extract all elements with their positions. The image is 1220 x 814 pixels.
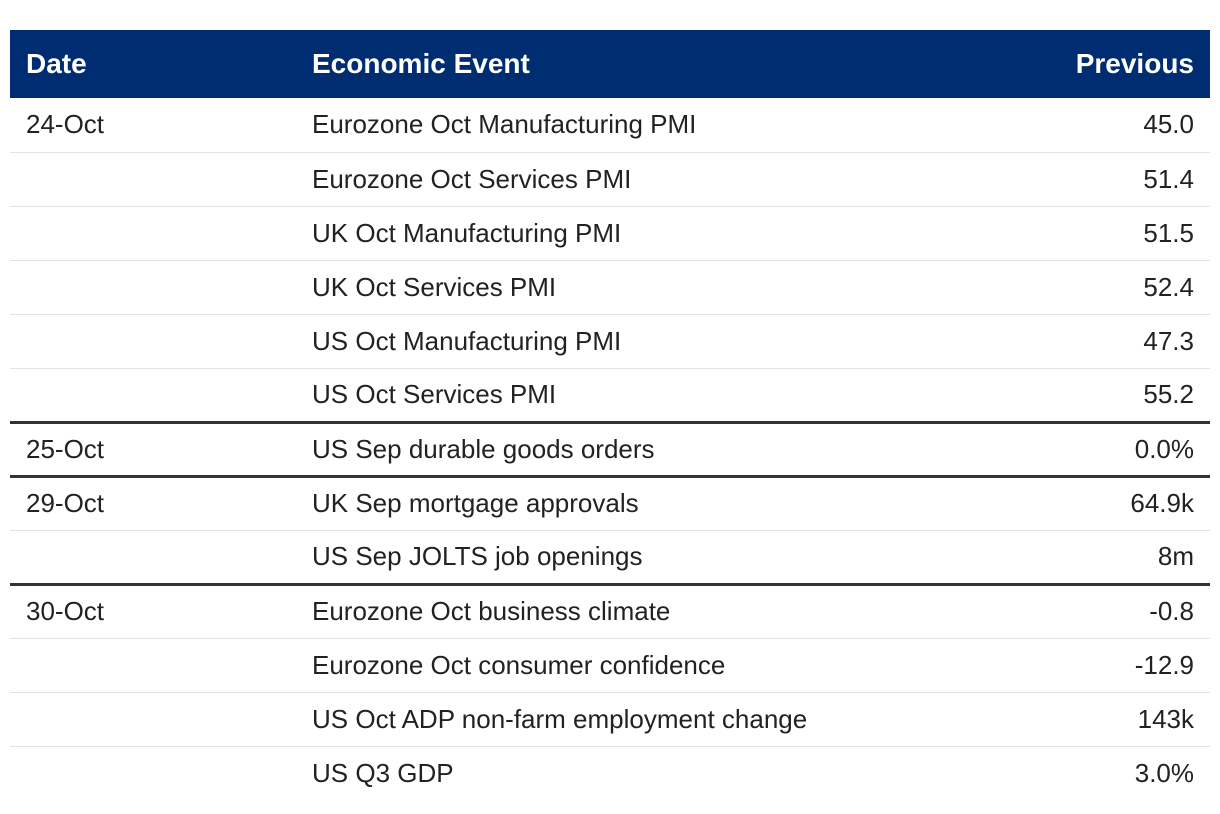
column-header-previous: Previous: [1075, 48, 1194, 79]
cell-previous: -12.9: [936, 638, 1210, 692]
cell-date: [10, 746, 296, 800]
cell-date: [10, 260, 296, 314]
cell-event: Eurozone Oct Manufacturing PMI: [296, 98, 936, 152]
table-row: [10, 746, 1210, 800]
cell-event: US Sep JOLTS job openings: [296, 530, 936, 584]
cell-event: US Oct Services PMI: [296, 368, 936, 422]
cell-previous: 45.0: [936, 98, 1210, 152]
cell-event: UK Oct Manufacturing PMI: [296, 206, 936, 260]
cell-date: [10, 692, 296, 746]
economic-calendar-table: [10, 30, 1210, 800]
cell-previous: 64.9k: [936, 476, 1210, 530]
cell-previous: 52.4: [936, 260, 1210, 314]
cell-date: 29-Oct: [10, 476, 296, 530]
cell-event: US Sep durable goods orders: [296, 422, 936, 476]
table-row: [10, 638, 1210, 692]
table-row: [10, 152, 1210, 206]
cell-event: UK Oct Services PMI: [296, 260, 936, 314]
cell-event: US Q3 GDP: [312, 757, 454, 788]
cell-date: 30-Oct: [10, 584, 296, 638]
cell-event: US Oct ADP non-farm employment change: [296, 692, 936, 746]
cell-previous: 3.0%: [1134, 757, 1194, 788]
cell-previous: 55.2: [936, 368, 1210, 422]
table-header: [10, 30, 1210, 98]
cell-previous: 51.4: [936, 152, 1210, 206]
cell-event: Eurozone Oct business climate: [296, 584, 936, 638]
column-header-event: Economic Event: [312, 48, 530, 79]
table-row: [10, 422, 1210, 476]
table-row: [10, 98, 1210, 152]
cell-previous: 8m: [936, 530, 1210, 584]
table-row: [10, 314, 1210, 368]
cell-date: 25-Oct: [10, 422, 296, 476]
table-body: [10, 98, 1210, 800]
table-row: [10, 260, 1210, 314]
table-row: [10, 206, 1210, 260]
cell-event: US Oct Manufacturing PMI: [296, 314, 936, 368]
cell-event: Eurozone Oct Services PMI: [296, 152, 936, 206]
cell-previous: 51.5: [936, 206, 1210, 260]
cell-event: Eurozone Oct consumer confidence: [296, 638, 936, 692]
table-row: [10, 368, 1210, 422]
cell-date: [10, 368, 296, 422]
header-row: [10, 30, 1210, 98]
cell-event: UK Sep mortgage approvals: [296, 476, 936, 530]
cell-previous: -0.8: [936, 584, 1210, 638]
cell-previous: 143k: [936, 692, 1210, 746]
cell-previous: 47.3: [936, 314, 1210, 368]
cell-date: [10, 638, 296, 692]
economic-calendar-table-container: [10, 30, 1210, 800]
table-row: [10, 584, 1210, 638]
column-header-date: Date: [26, 48, 87, 79]
cell-date: 24-Oct: [10, 98, 296, 152]
cell-date: [10, 206, 296, 260]
cell-date: [10, 314, 296, 368]
table-row: [10, 476, 1210, 530]
table-row: [10, 530, 1210, 584]
cell-date: [10, 152, 296, 206]
table-row: [10, 692, 1210, 746]
cell-date: [10, 530, 296, 584]
cell-previous: 0.0%: [936, 422, 1210, 476]
